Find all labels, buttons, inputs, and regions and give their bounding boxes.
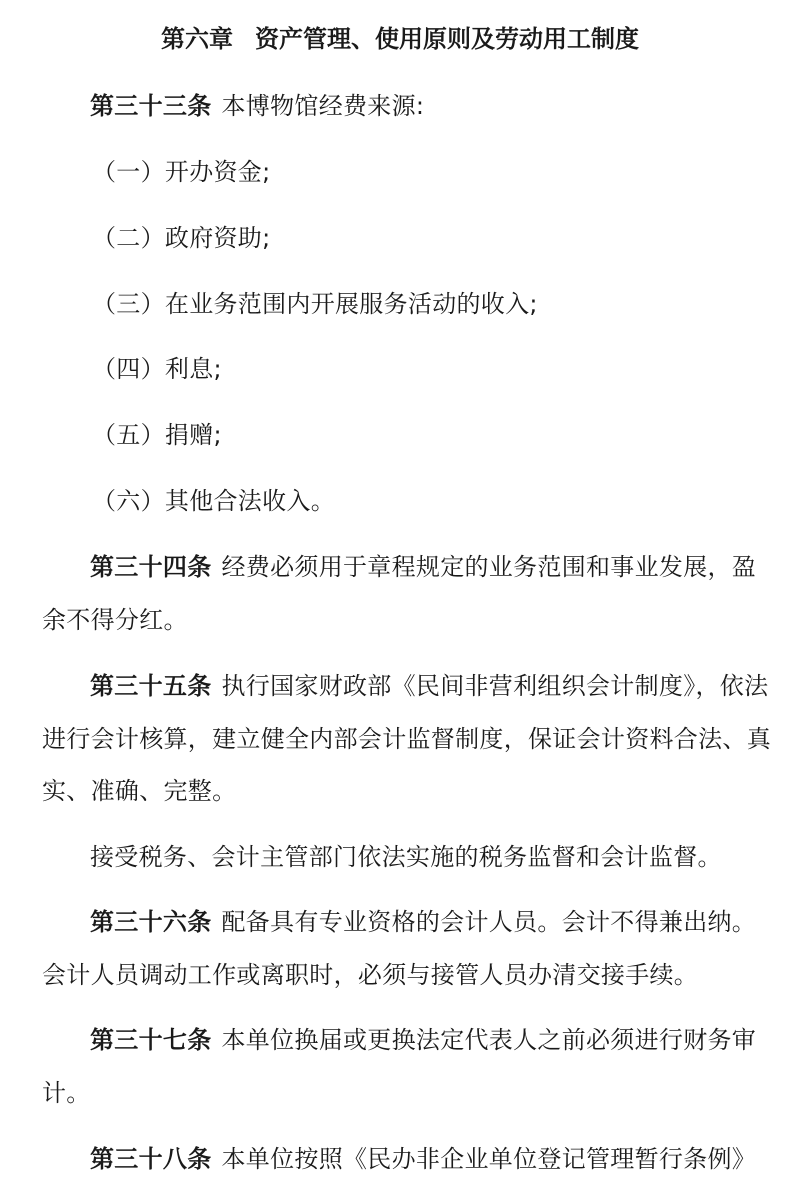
article-34-line2: 余不得分红。 bbox=[42, 606, 188, 634]
chapter-number: 第六章 bbox=[161, 25, 233, 53]
article-35-para2: 接受税务、会计主管部门依法实施的税务监督和会计监督。 bbox=[90, 843, 722, 871]
article-35-line2: 进行会计核算，建立健全内部会计监督制度，保证会计资料合法、真 bbox=[42, 725, 771, 753]
article-35-line3: 实、准确、完整。 bbox=[42, 777, 237, 805]
article-36-label: 第三十六条 bbox=[90, 908, 212, 936]
article-37-line2: 计。 bbox=[42, 1079, 91, 1107]
article-38-label: 第三十八条 bbox=[90, 1145, 212, 1173]
article-37-line1: 第三十七条 本单位换届或更换法定代表人之前必须进行财务审 bbox=[90, 1026, 757, 1054]
list-item: （六）其他合法收入。 bbox=[92, 487, 335, 515]
article-36-line2: 会计人员调动工作或离职时，必须与接管人员办清交接手续。 bbox=[42, 961, 699, 989]
list-item: （四）利息; bbox=[92, 355, 222, 383]
article-34-line1: 第三十四条 经费必须用于章程规定的业务范围和事业发展，盈 bbox=[90, 553, 757, 581]
list-item: （五）捐赠; bbox=[92, 421, 222, 449]
article-34-label: 第三十四条 bbox=[90, 553, 212, 581]
list-item: （二）政府资助; bbox=[92, 224, 271, 252]
chapter-title: 资产管理、使用原则及劳动用工制度 bbox=[255, 25, 639, 53]
article-35-line1: 第三十五条 执行国家财政部《民间非营利组织会计制度》，依法 bbox=[90, 672, 769, 700]
article-38-line1: 第三十八条 本单位按照《民办非企业单位登记管理暂行条例》 bbox=[90, 1145, 757, 1173]
list-item: （三）在业务范围内开展服务活动的收入; bbox=[92, 290, 538, 318]
article-35-label: 第三十五条 bbox=[90, 672, 212, 700]
list-item: （一）开办资金; bbox=[92, 158, 271, 186]
article-37-label: 第三十七条 bbox=[90, 1026, 212, 1054]
article-33-heading bbox=[90, 90, 424, 122]
article-36-line1: 第三十六条 配备具有专业资格的会计人员。会计不得兼出纳。 bbox=[90, 908, 757, 936]
article-33-label: 第三十三条 bbox=[90, 92, 212, 120]
chapter-heading bbox=[0, 22, 800, 56]
article-33-text: 本博物馆经费来源: bbox=[221, 92, 425, 120]
